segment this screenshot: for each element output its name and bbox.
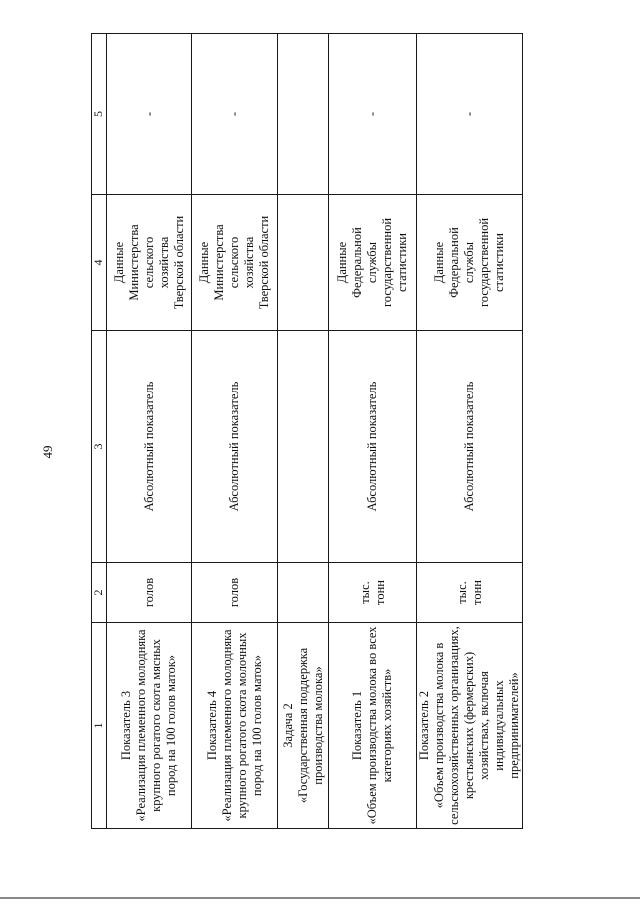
- indicator-label: Показатель 3: [119, 690, 133, 760]
- source-text-line: службы: [462, 241, 476, 283]
- column-5-cell: -: [192, 33, 278, 194]
- task-label: Задача 2: [280, 702, 295, 748]
- source-text-line: Данные: [432, 241, 446, 283]
- indicator-text-line: крупного рогатого скота мясных: [149, 638, 163, 812]
- indicator-text-line: категориях хозяйств»: [380, 668, 394, 782]
- indicator-type-cell: [278, 330, 329, 562]
- task-text-line: «Государственная поддержка: [295, 647, 310, 803]
- indicator-text-line: «Реализация племенного молодняка: [219, 628, 234, 822]
- indicator-name-cell: [417, 622, 523, 828]
- table-row: [192, 33, 278, 828]
- indicator-type-cell: Абсолютный показатель: [329, 330, 417, 562]
- indicator-name-cell: [107, 622, 192, 828]
- task-text-line: производства молока»: [310, 665, 325, 785]
- indicator-text-line: «Реализация племенного молодняка: [134, 628, 148, 822]
- source-text-line: сельского: [141, 236, 156, 288]
- indicator-text-line: крупного рогатого скота молочных: [234, 632, 249, 818]
- source-text-line: сельского: [227, 236, 241, 288]
- column-number-2: 2: [92, 562, 107, 622]
- unit-text: тонн: [372, 579, 387, 605]
- indicator-text-line: «Объем производства молока в: [432, 642, 446, 808]
- column-5-cell: -: [417, 33, 523, 194]
- source-text-line: государственной: [477, 217, 491, 307]
- column-number-3: 3: [92, 330, 107, 562]
- indicator-type-cell: Абсолютный показатель: [192, 330, 278, 562]
- indicator-text-line: пород на 100 голов маток»: [164, 654, 178, 796]
- column-number-4: 4: [92, 194, 107, 330]
- table-row: [329, 33, 417, 828]
- data-source-cell: [278, 194, 329, 330]
- table-row: [278, 33, 329, 828]
- indicator-text-line: предпринимателей»: [507, 671, 521, 779]
- source-text-line: Федеральной: [447, 226, 461, 298]
- source-text-line: хозяйства: [242, 236, 256, 288]
- indicator-text-line: хозяйствах, включая индивидуальных: [477, 670, 506, 780]
- indicator-type-cell: Абсолютный показатель: [417, 330, 523, 562]
- source-text-line: Данные: [335, 241, 349, 283]
- task-name-cell: [278, 622, 329, 828]
- data-source-cell: [329, 194, 417, 330]
- column-5-cell: -: [329, 33, 417, 194]
- column-number-5: 5: [92, 33, 107, 194]
- table-row: [417, 33, 523, 828]
- column-number-1: 1: [92, 622, 107, 828]
- unit-cell: [107, 562, 192, 622]
- unit-text: голов: [141, 577, 156, 607]
- unit-cell: [278, 562, 329, 622]
- source-text-line: Министерства: [126, 223, 141, 301]
- indicator-name-cell: [192, 622, 278, 828]
- source-text-line: статистики: [492, 232, 506, 292]
- unit-cell: [192, 562, 278, 622]
- column-5-cell: [278, 33, 329, 194]
- source-text-line: Данные: [111, 241, 126, 283]
- unit-text: голов: [227, 577, 241, 607]
- source-text-line: службы: [365, 241, 379, 283]
- indicator-label: Показатель 2: [417, 690, 431, 760]
- table-container: [91, 33, 521, 828]
- source-text-line: государственной: [380, 217, 394, 307]
- page-number: 49: [40, 445, 55, 459]
- data-source-cell: [107, 194, 192, 330]
- indicator-label: Показатель 4: [204, 690, 219, 760]
- source-text-line: Тверской области: [171, 215, 186, 309]
- source-text-line: Министерства: [212, 223, 226, 301]
- unit-text: тыс.: [454, 580, 469, 604]
- data-source-cell: [417, 194, 523, 330]
- source-text-line: Федеральной: [350, 226, 364, 298]
- indicator-name-cell: [329, 622, 417, 828]
- indicator-label: Показатель 1: [350, 690, 364, 760]
- source-text-line: Тверской области: [257, 215, 271, 309]
- column-5-cell: -: [107, 33, 192, 194]
- unit-text: тонн: [469, 579, 484, 605]
- data-source-cell: [192, 194, 278, 330]
- indicators-table: [91, 33, 523, 829]
- source-text-line: Данные: [197, 241, 211, 283]
- source-text-line: статистики: [395, 232, 409, 292]
- indicator-text-line: сельскохозяйственных организациях,: [447, 625, 461, 825]
- indicator-text-line: «Объем производства молока во всех: [365, 625, 379, 825]
- unit-cell: [417, 562, 523, 622]
- unit-text: тыс.: [357, 580, 372, 604]
- indicator-text-line: пород на 100 голов маток»: [249, 654, 264, 796]
- source-text-line: хозяйства: [156, 236, 171, 288]
- table-row: [107, 33, 192, 828]
- indicator-type-cell: Абсолютный показатель: [107, 330, 192, 562]
- scan-bottom-edge: [0, 897, 640, 899]
- unit-cell: [329, 562, 417, 622]
- indicator-text-line: крестьянских (фермерских): [462, 651, 476, 799]
- table-header-row: [92, 33, 107, 828]
